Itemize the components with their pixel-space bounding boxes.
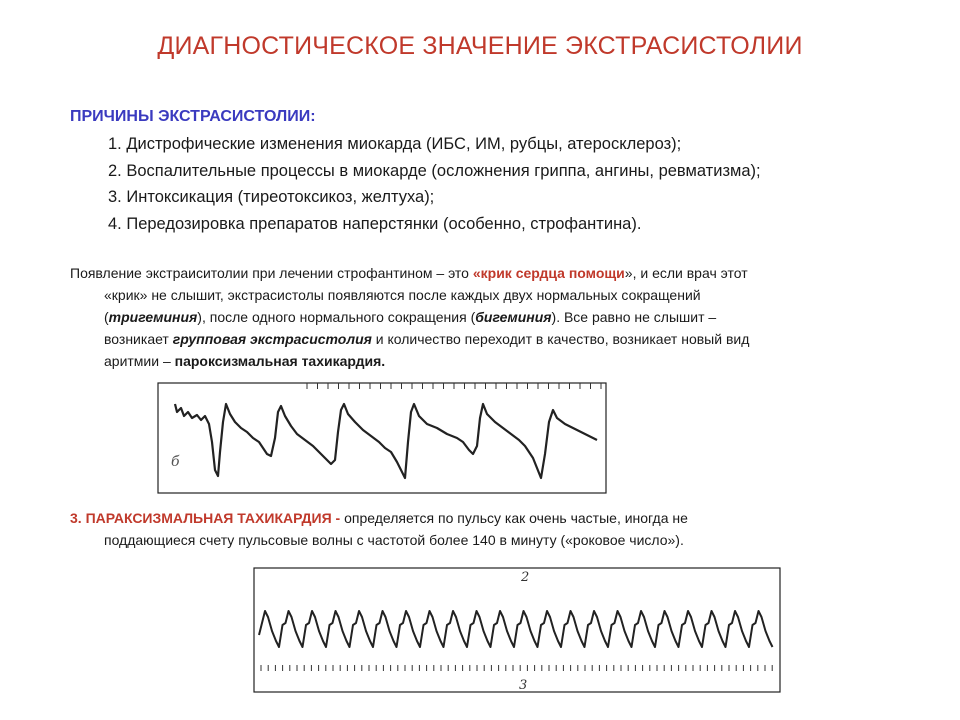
paragraph-text: Появление экстраиситолии при лечении строфантином – это (70, 265, 473, 281)
term-trigeminy: тригеминия (108, 309, 198, 325)
highlight-cry-for-help: «крик сердца помощи (472, 265, 625, 281)
paragraph-text: возникает (104, 331, 173, 347)
paragraph-line-5 (70, 350, 900, 372)
causes-list (108, 131, 761, 237)
causes-heading: ПРИЧИНЫ ЭКСТРАСИСТОЛИИ: (70, 108, 316, 125)
tachycardia-line-1 (70, 507, 900, 529)
page-title: ДИАГНОСТИЧЕСКОЕ ЗНАЧЕНИЕ ЭКСТРАСИСТОЛИИ (157, 32, 803, 60)
paragraph-line-1 (70, 262, 900, 284)
paragraph-text: и количество переходит в качество, возникает новый вид (371, 331, 750, 347)
cause-item-2: 2. Воспалительные процессы в миокарде (осложнения гриппа, ангины, ревматизма); (108, 161, 761, 180)
tachycardia-text: определяется по пульсу как очень частые, иногда не (344, 510, 688, 526)
paragraph-text: », и если врач этот (624, 265, 748, 281)
cause-item-3: 3. Интоксикация (тиреотоксикоз, желтуха); (108, 188, 435, 206)
tachycardia-section (70, 507, 900, 551)
ecg-tracing-extrasystole (157, 382, 607, 494)
paragraph-line-4 (70, 328, 900, 350)
paragraph-text: аритмии – (104, 353, 175, 369)
ecg2-top-label: 2 (521, 570, 530, 585)
paragraph-line-2: «крик» не слышит, экстрасистолы появляются после каждых двух нормальных сокращений (104, 287, 701, 303)
ecg2-bottom-label: 3 (519, 678, 528, 693)
ecg1-lead-label: б (171, 454, 180, 470)
paragraph-text: ), после одного нормального сокращения ( (197, 309, 476, 325)
term-bigeminy: бигеминия (475, 309, 552, 325)
paragraph-text: ). Все равно не слышит – (551, 309, 717, 325)
ecg-tracing-tachycardia (253, 565, 783, 695)
tachycardia-heading: 3. ПАРАКСИЗМАЛЬНАЯ ТАХИКАРДИЯ - (70, 510, 345, 526)
cause-item-4: 4. Передозировка препаратов наперстянки (особенно, строфантина). (108, 214, 642, 233)
term-group-extrasystole: групповая экстрасистолия (172, 331, 372, 347)
cause-item-1: 1. Дистрофические изменения миокарда (ИБС, ИМ, рубцы, атеросклероз); (108, 135, 682, 153)
paragraph-line-3 (70, 306, 900, 328)
paragraph-text: ( (104, 309, 109, 325)
term-paroxysmal-tachycardia: пароксизмальная тахикардия. (174, 353, 386, 369)
tachycardia-line-2: поддающиеся счету пульсовые волны с частотой более 140 в минуту («роковое число»). (104, 532, 684, 548)
extrasystole-paragraph (70, 262, 900, 372)
